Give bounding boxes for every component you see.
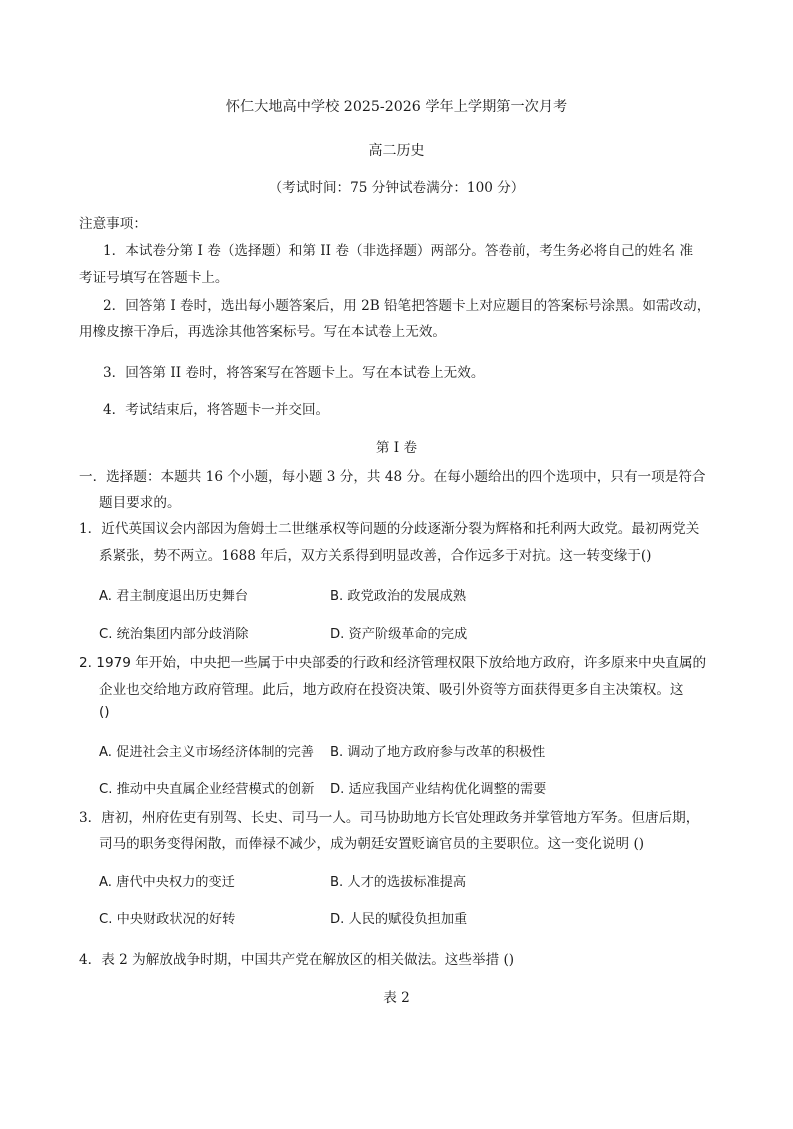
exam-title: 怀仁大地高中学校 2025-2026 学年上学期第一次月考 [225, 99, 568, 115]
question-2-line-3: () [99, 704, 110, 720]
question-1-option-c: C. 统治集团内部分歧消除 [99, 627, 249, 642]
question-3-option-c: C. 中央财政状况的好转 [99, 912, 236, 927]
question-1-option-b: B. 政党政治的发展成熟 [330, 589, 467, 604]
exam-info: （考试时间：75 分钟试卷满分：100 分） [268, 180, 525, 196]
question-1-option-a: A. 君主制度退出历史舞台 [99, 589, 249, 604]
question-3-option-b: B. 人才的选拔标准提高 [330, 875, 467, 890]
part-label: 第 I 卷 [375, 440, 418, 456]
question-4-line-1: 4．表 2 为解放战争时期，中国共产党在解放区的相关做法。这些举措 () [79, 952, 515, 968]
question-1-option-d: D. 资产阶级革命的完成 [330, 627, 468, 642]
section-instructions-line-2: 题目要求的。 [99, 495, 181, 511]
question-2-option-b: B. 调动了地方政府参与改革的积极性 [330, 745, 546, 760]
subject-title: 高二历史 [368, 143, 425, 159]
note-2-line-2: 用橡皮擦干净后，再选涂其他答案标号。写在本试卷上无效。 [79, 324, 447, 340]
question-2-line-1: 2. 1979 年开始，中央把一些属于中央部委的行政和经济管理权限下放给地方政府，许多原来中央直属的 [79, 655, 707, 671]
question-2-option-d: D. 适应我国产业结构优化调整的需要 [330, 782, 547, 797]
table-caption: 表 2 [383, 990, 410, 1006]
question-3-line-1: 3．唐初，州府佐吏有别驾、长史、司马一人。司马协助地方长官处理政务并掌管地方军务。但唐后期， [79, 810, 700, 826]
note-3: 3．回答第 II 卷时，将答案写在答题卡上。写在本试卷上无效。 [103, 365, 485, 381]
note-1-line-1: 1．本试卷分第 I 卷（选择题）和第 II 卷（非选择题）两部分。答卷前，考生务必将自己的姓名 准 [103, 243, 694, 259]
note-1-line-2: 考证号填写在答题卡上。 [79, 270, 229, 286]
question-2-option-a: A. 促进社会主义市场经济体制的完善 [99, 745, 314, 760]
question-3-option-d: D. 人民的赋役负担加重 [330, 912, 468, 927]
section-instructions-line-1: 一．选择题：本题共 16 个小题，每小题 3 分，共 48 分。在每小题给出的四个选项中，只有一项是符合 [79, 469, 706, 485]
question-2-option-c: C. 推动中央直属企业经营模式的创新 [99, 782, 315, 797]
question-1-line-1: 1．近代英国议会内部因为詹姆士二世继承权等问题的分歧逐渐分裂为辉格和托利两大政党。最初两党关 [79, 521, 700, 537]
notes-heading: 注意事项： [79, 216, 147, 232]
note-4: 4．考试结束后，将答题卡一并交回。 [103, 402, 330, 418]
note-2-line-1: 2．回答第 I 卷时，选出每小题答案后，用 2B 铅笔把答题卡上对应题目的答案标号涂黑。如需改动， [103, 298, 711, 314]
question-1-line-2: 系紧张，势不两立。1688 年后，双方关系得到明显改善，合作远多于对抗。这一转变缘于() [99, 548, 652, 564]
question-3-line-2: 司马的职务变得闲散，而俸禄不减少，成为朝廷安置贬谪官员的主要职位。这一变化说明 () [99, 836, 645, 852]
question-2-line-2: 企业也交给地方政府管理。此后，地方政府在投资决策、吸引外资等方面获得更多自主决策权。这 [99, 682, 684, 698]
question-3-option-a: A. 唐代中央权力的变迁 [99, 875, 235, 890]
